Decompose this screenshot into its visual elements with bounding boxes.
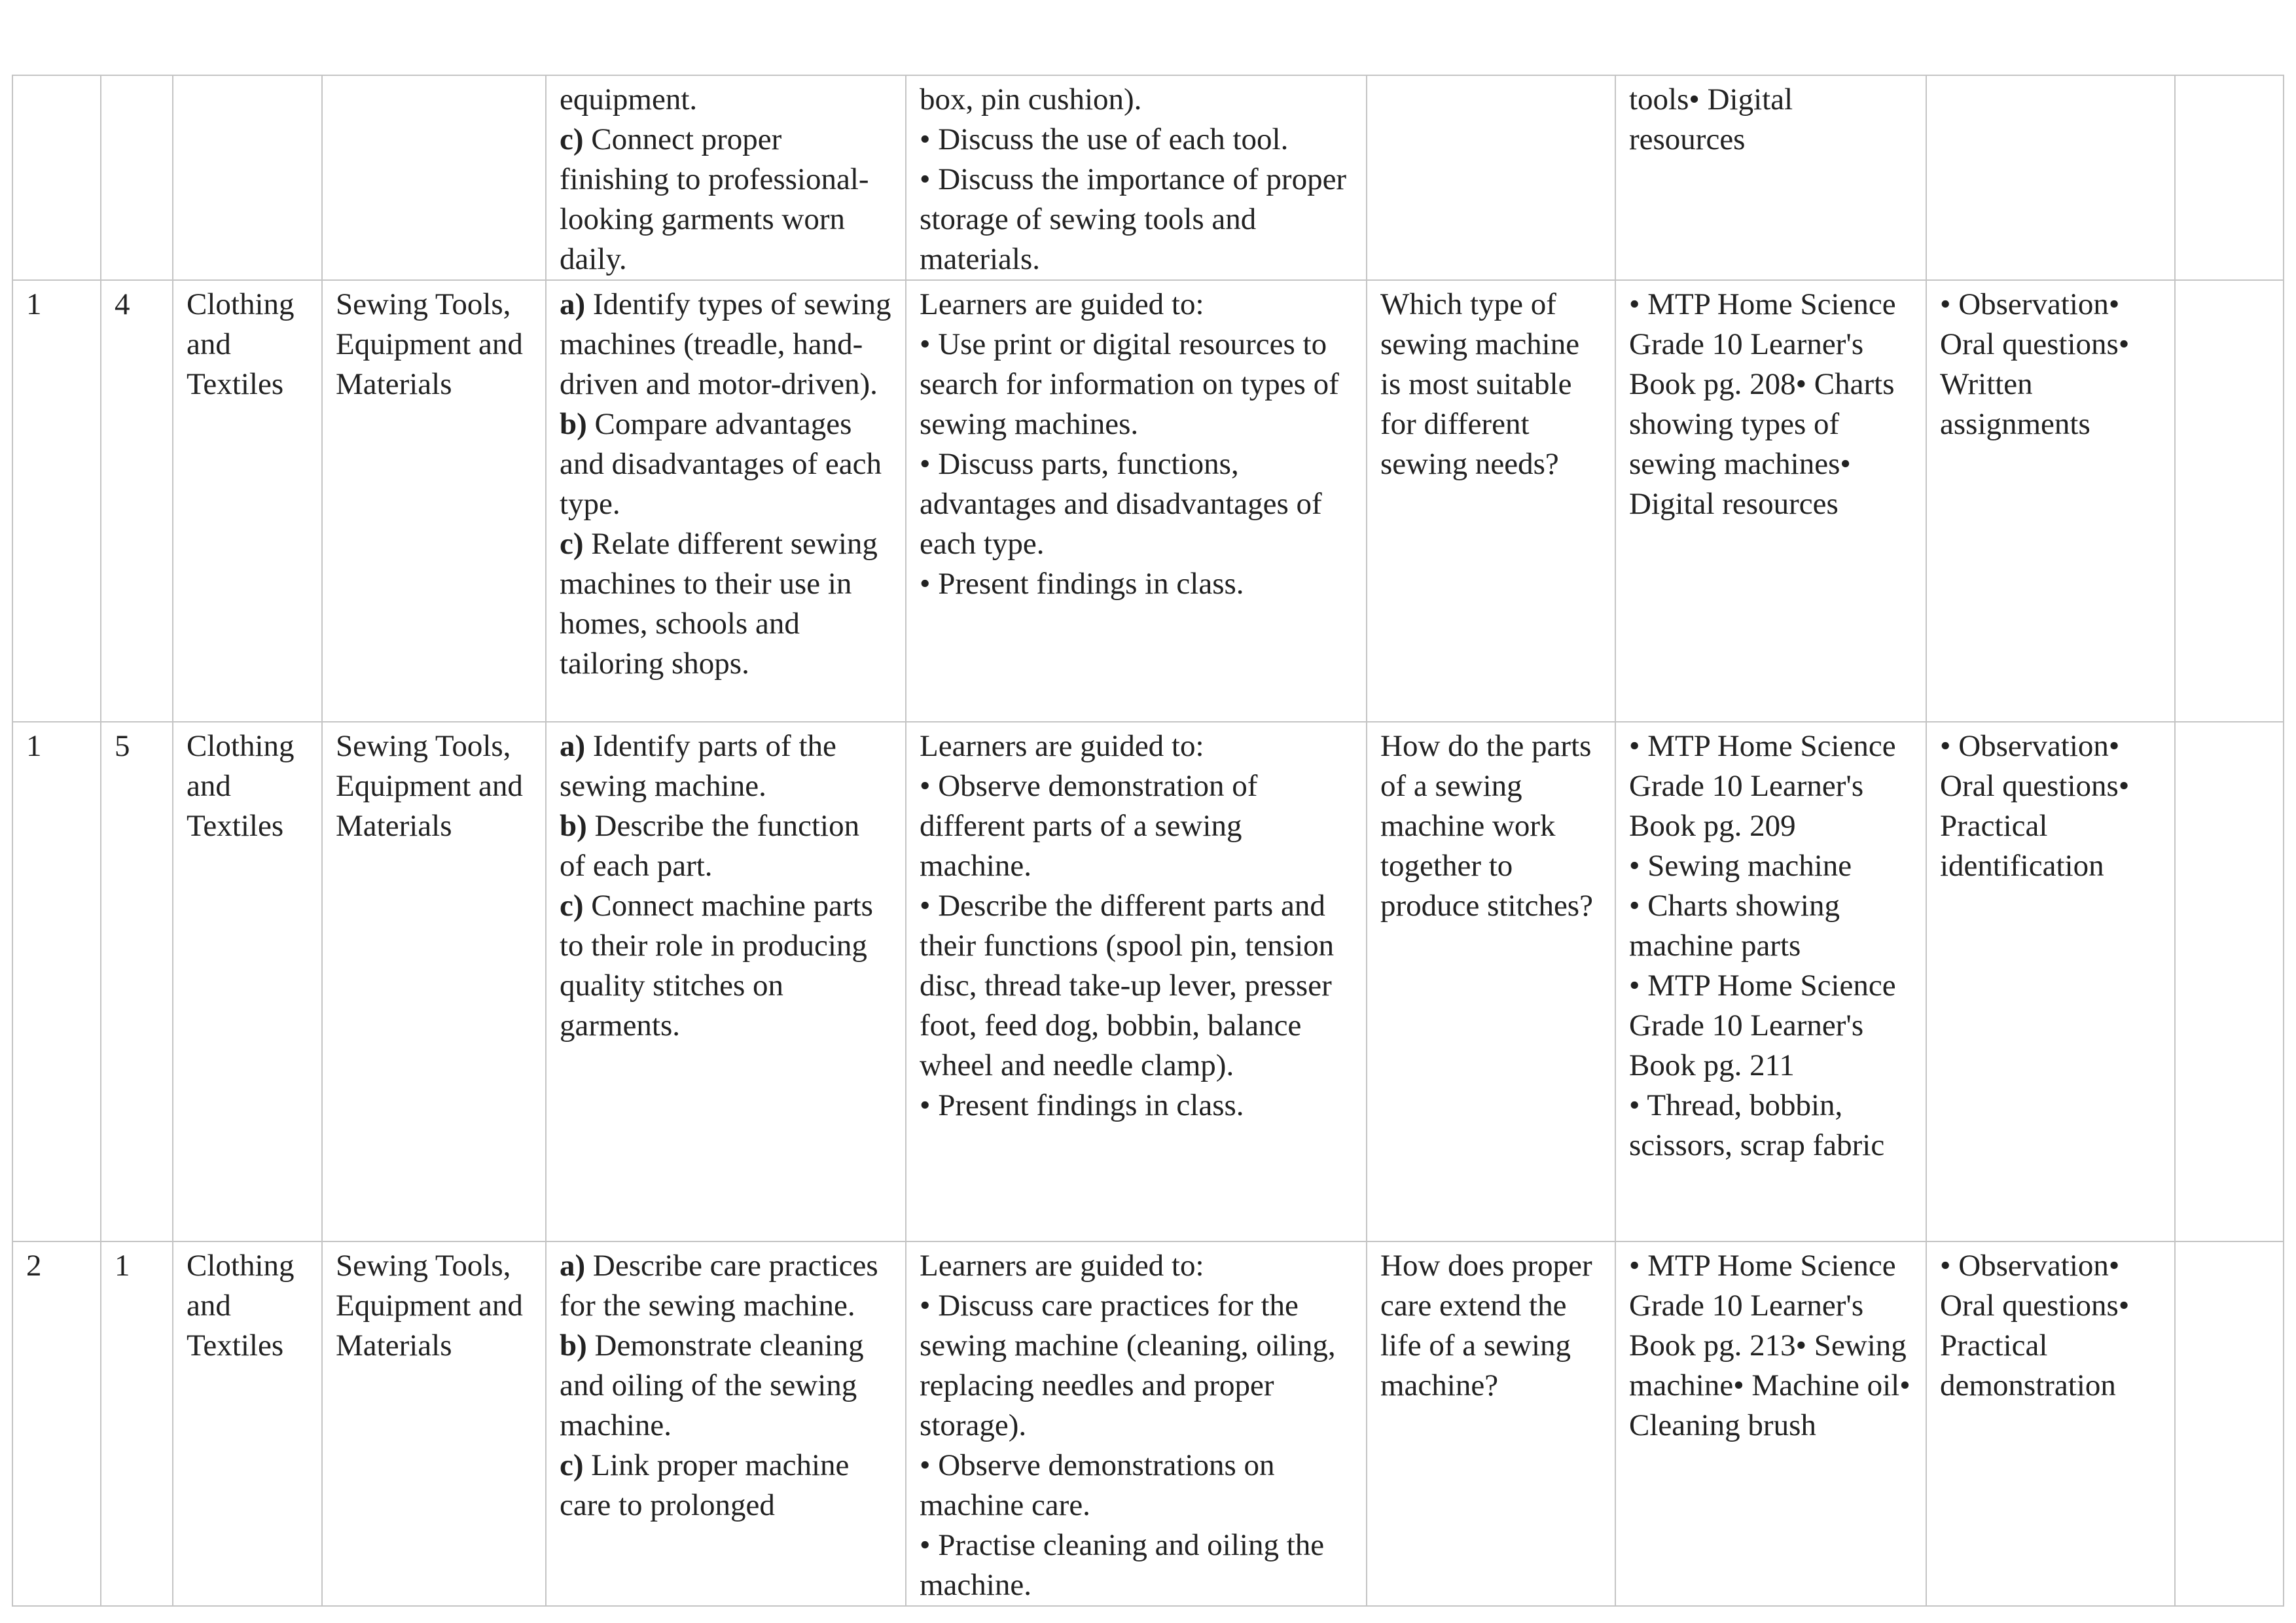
experience-item: • Present findings in class. [920,1088,1244,1122]
experience-item: • Practise cleaning and oiling the machine. [920,1528,1325,1602]
learning-resources-cell [1615,1241,1926,1606]
sub-strand-cell: Sewing Tools, Equipment and Materials [322,280,546,722]
outcome-item: a) Describe care practices for the sewing machine. [560,1249,878,1323]
learning-resources-cell [1615,75,1926,280]
week-cell: 1 [12,280,101,722]
experience-item: • Observe demonstration of different parts of a sewing machine. [920,769,1258,883]
week-cell [12,75,101,280]
learning-experiences-cell [906,722,1367,1241]
resource-item: • MTP Home Science Grade 10 Learner's Book pg. 213• Sewing machine• Machine oil• Cleaning brush [1629,1249,1910,1442]
table-row [12,1241,2284,1606]
inquiry-question-cell: How do the parts of a sewing machine work together to produce stitches? [1367,722,1615,1241]
resource-item: tools• Digital resources [1629,82,1793,156]
outcome-item: c) Relate different sewing machines to their use in homes, schools and tailoring shops. [560,527,878,681]
outcome-item: a) Identify types of sewing machines (treadle, hand-driven and motor-driven). [560,287,891,401]
experience-item: Learners are guided to: [920,1249,1204,1283]
resource-item: • Charts showing machine parts [1629,889,1840,963]
sub-strand-cell: Sewing Tools, Equipment and Materials [322,722,546,1241]
table-row [12,722,2284,1241]
experience-item: • Discuss the importance of proper storage of sewing tools and materials. [920,162,1347,276]
learning-resources-cell [1615,722,1926,1241]
table-row [12,280,2284,722]
resource-item: • MTP Home Science Grade 10 Learner's Book pg. 209 [1629,729,1896,843]
experience-item: • Use print or digital resources to search for information on types of sewing machines. [920,327,1339,441]
remarks-cell [2175,75,2284,280]
outcome-item: a) Identify parts of the sewing machine. [560,729,836,803]
strand-cell: Clothing and Textiles [173,1241,322,1606]
learning-experiences-cell [906,1241,1367,1606]
resource-item: • MTP Home Science Grade 10 Learner's Book pg. 211 [1629,969,1896,1082]
experience-item: Learners are guided to: [920,287,1204,321]
sub-strand-cell: Sewing Tools, Equipment and Materials [322,1241,546,1606]
week-cell: 2 [12,1241,101,1606]
learning-outcomes-cell [546,1241,906,1606]
resource-item: • Sewing machine [1629,849,1852,883]
outcome-item: c) Connect machine parts to their role in producing quality stitches on garments. [560,889,873,1043]
inquiry-question-cell: Which type of sewing machine is most suitable for different sewing needs? [1367,280,1615,722]
lesson-cell: 1 [101,1241,173,1606]
strand-cell: Clothing and Textiles [173,280,322,722]
lesson-cell [101,75,173,280]
outcome-item: b) Demonstrate cleaning and oiling of the sewing machine. [560,1329,864,1442]
experience-item: • Observe demonstrations on machine care. [920,1448,1275,1522]
assessment-cell: • Observation• Oral questions• Written assignments [1926,280,2175,722]
sub-strand-cell [322,75,546,280]
outcome-item: c) Link proper machine care to prolonged [560,1448,850,1522]
resource-item: • Thread, bobbin, scissors, scrap fabric [1629,1088,1885,1162]
table-row [12,75,2284,280]
experience-item: box, pin cushion). [920,82,1142,116]
outcome-item: c) Connect proper finishing to professional-looking garments worn daily. [560,122,869,276]
learning-outcomes-cell [546,280,906,722]
learning-outcomes-cell [546,75,906,280]
experience-item: • Discuss the use of each tool. [920,122,1289,156]
scheme-of-work-table [12,75,2284,1607]
inquiry-question-cell: How does proper care extend the life of a sewing machine? [1367,1241,1615,1606]
lesson-cell: 4 [101,280,173,722]
inquiry-question-cell [1367,75,1615,280]
outcome-item: b) Compare advantages and disadvantages of each type. [560,407,882,521]
learning-resources-cell [1615,280,1926,722]
week-cell: 1 [12,722,101,1241]
assessment-cell: • Observation• Oral questions• Practical demonstration [1926,1241,2175,1606]
learning-outcomes-cell [546,722,906,1241]
experience-item: • Describe the different parts and their functions (spool pin, tension disc, thread take-up lever, presser foot, feed dog, bobbin, balance wheel and needle clamp). [920,889,1335,1082]
experience-item: • Discuss care practices for the sewing machine (cleaning, oiling, replacing needles and proper storage). [920,1289,1336,1442]
lesson-cell: 5 [101,722,173,1241]
assessment-cell [1926,75,2175,280]
strand-cell: Clothing and Textiles [173,722,322,1241]
remarks-cell [2175,1241,2284,1606]
outcome-item: b) Describe the function of each part. [560,809,860,883]
experience-item: • Present findings in class. [920,567,1244,601]
outcome-item: equipment. [560,82,698,116]
strand-cell [173,75,322,280]
remarks-cell [2175,722,2284,1241]
learning-experiences-cell [906,75,1367,280]
experience-item: Learners are guided to: [920,729,1204,763]
experience-item: • Discuss parts, functions, advantages and disadvantages of each type. [920,447,1322,561]
learning-experiences-cell [906,280,1367,722]
assessment-cell: • Observation• Oral questions• Practical identification [1926,722,2175,1241]
resource-item: • MTP Home Science Grade 10 Learner's Book pg. 208• Charts showing types of sewing machines• Digital resources [1629,287,1896,521]
remarks-cell [2175,280,2284,722]
